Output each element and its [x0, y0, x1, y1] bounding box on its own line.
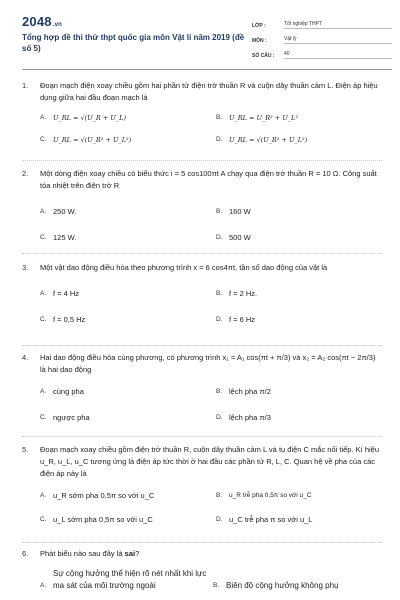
option-letter: D.	[216, 516, 223, 523]
option-b[interactable]	[216, 288, 382, 300]
option-letter: D.	[216, 414, 223, 421]
option-letter: B.	[216, 290, 223, 297]
option-text: 160 W	[229, 207, 251, 216]
question-number: 6.	[22, 549, 29, 558]
exam-title: Tổng hợp đề thi thử thpt quốc gia môn Vật lí năm 2019 (đề số 5)	[22, 33, 245, 53]
option-letter: C.	[40, 316, 47, 323]
option-letter: A.	[40, 114, 47, 121]
meta-class-row	[252, 14, 392, 29]
option-text: lệch pha π/2	[229, 387, 271, 396]
option-text: f = 0,5 Hz	[53, 315, 86, 324]
question-text: Đoạn mạch điện xoay chiều gồm hai phần tử điện trở thuần R và cuộn dây thuần cảm L. Điện áp hiệu dụng giữa hai đầu đoạn mạch là	[40, 81, 378, 102]
option-letter: C.	[40, 414, 47, 421]
option-letter: B.	[216, 114, 223, 121]
option-b[interactable]	[216, 386, 382, 398]
option-letter: D.	[216, 316, 223, 323]
option-text: f = 6 Hz	[229, 315, 256, 324]
option-d[interactable]	[216, 232, 382, 244]
option-c[interactable]	[40, 314, 206, 326]
option-a[interactable]	[40, 568, 209, 592]
question-text-part: ?	[135, 549, 140, 558]
question-text: Đoạn mạch xoay chiều gồm điện trở thuần R, cuộn dây thuần cảm L và tụ điện C mắc nối tiếp. Kí hiệu u_R, u_L, u_C tương ứng là điện áp tức thời ở hai đầu các phần tử R, L, C. Quan hệ về pha của các điện áp này là	[40, 445, 379, 478]
meta-count-value: 40	[284, 51, 392, 59]
option-a[interactable]	[40, 386, 206, 398]
option-d[interactable]	[216, 412, 382, 424]
option-letter: A.	[40, 388, 47, 395]
question-divider	[22, 542, 382, 543]
option-letter: A.	[40, 208, 47, 215]
option-text: U_RL = U_R² + U_L²	[229, 114, 298, 122]
option-letter: B.	[213, 582, 220, 589]
question-divider	[22, 345, 382, 346]
option-c[interactable]	[40, 232, 206, 244]
question-text	[40, 548, 382, 560]
logo-text: 2048	[22, 14, 52, 29]
option-text: u_R trễ pha 0,5π so với u_C	[229, 492, 312, 499]
option-letter: A.	[40, 582, 47, 589]
option-text: U_RL = √(U_R² + U_L²)	[229, 136, 308, 144]
meta-class-label: LỚP :	[252, 23, 266, 29]
option-text: ngược pha	[53, 413, 90, 422]
option-text: 250 W.	[53, 207, 77, 216]
question-divider	[22, 160, 382, 161]
question-number: 4.	[22, 353, 29, 362]
option-text: u_L sớm pha 0,5π so với u_C	[53, 515, 153, 524]
option-letter: D.	[216, 136, 223, 143]
question-4	[22, 352, 382, 424]
option-text: u_R sớm pha 0,5π so với u_C	[53, 491, 155, 500]
question-text-emphasis: sai	[124, 549, 136, 558]
question-text-part: Phát biểu nào sau đây là	[40, 549, 125, 558]
question-5	[22, 444, 382, 526]
option-letter: C.	[40, 516, 47, 523]
option-letter: A.	[40, 290, 47, 297]
header-divider	[22, 69, 392, 70]
meta-subject-value: Vật lý	[284, 36, 392, 44]
question-number: 2.	[22, 169, 29, 178]
logo-suffix: .vn	[52, 22, 63, 28]
option-text: 125 W.	[53, 233, 77, 242]
option-text: U_RL = √(U_R + U_L)	[53, 114, 126, 122]
option-text: 500 W	[229, 233, 251, 242]
option-letter: B.	[216, 388, 223, 395]
option-text: lệch pha π/3	[229, 413, 271, 422]
question-number: 1.	[22, 81, 29, 90]
meta-class-value: Tốt nghiệp THPT	[284, 21, 392, 29]
question-number: 3.	[22, 263, 29, 272]
option-b[interactable]	[216, 490, 382, 502]
question-text: Một vật dao động điều hòa theo phương trình x = 6 cos4πt, tần số dao động của vật là	[40, 263, 328, 272]
question-text: Hai dao động điều hòa cùng phương, có phương trình x₁ = A₁ cos(πt + π/3) và x₂ = A₂ cos(πt − 2π/3) là hai dao động	[40, 353, 376, 374]
option-letter: B.	[216, 492, 223, 499]
option-b[interactable]	[213, 580, 382, 592]
question-2	[22, 168, 382, 244]
option-text: f = 4 Hz	[53, 289, 80, 298]
question-text: Một dòng điện xoay chiều có biểu thức i = 5 cos100πt A chạy qua điện trở thuần R = 10 Ω. Công suất tỏa nhiệt trên điện trở R	[40, 169, 377, 190]
option-a[interactable]	[40, 490, 206, 502]
option-letter: D.	[216, 234, 223, 241]
meta-subject-row	[252, 29, 392, 44]
option-d[interactable]	[216, 314, 382, 326]
option-letter: C.	[40, 234, 47, 241]
option-c[interactable]	[40, 134, 206, 146]
option-letter: B.	[216, 208, 223, 215]
option-b[interactable]	[216, 112, 382, 124]
option-letter: A.	[40, 492, 47, 499]
option-a[interactable]	[40, 206, 206, 218]
meta-subject-label: MÔN :	[252, 38, 267, 44]
option-d[interactable]	[216, 514, 382, 526]
meta-count-label: SỐ CÂU :	[252, 53, 275, 59]
question-number: 5.	[22, 445, 29, 454]
option-text: u_C trễ pha π so với u_L	[229, 515, 313, 524]
question-1	[22, 80, 382, 146]
question-divider	[22, 436, 382, 437]
question-6	[22, 548, 382, 592]
option-letter: C.	[40, 136, 47, 143]
option-d[interactable]	[216, 134, 382, 146]
option-text: f = 2 Hz.	[229, 289, 258, 298]
option-text: Sự cộng hưởng thể hiện rõ nét nhất khi lực ma sát của môi trường ngoài	[53, 569, 207, 590]
option-c[interactable]	[40, 412, 206, 424]
option-text: cùng pha	[53, 387, 84, 396]
site-logo[interactable]	[22, 14, 62, 29]
option-text: Biên độ cộng hưởng không phụ	[226, 581, 339, 590]
exam-meta	[252, 14, 392, 59]
option-a[interactable]	[40, 112, 206, 124]
question-divider	[22, 253, 382, 254]
option-a[interactable]	[40, 288, 206, 300]
option-text: U_RL = √(U_R² + U_L²)	[53, 136, 132, 144]
meta-count-row	[252, 44, 392, 59]
option-b[interactable]	[216, 206, 382, 218]
option-c[interactable]	[40, 514, 206, 526]
question-3	[22, 262, 382, 326]
